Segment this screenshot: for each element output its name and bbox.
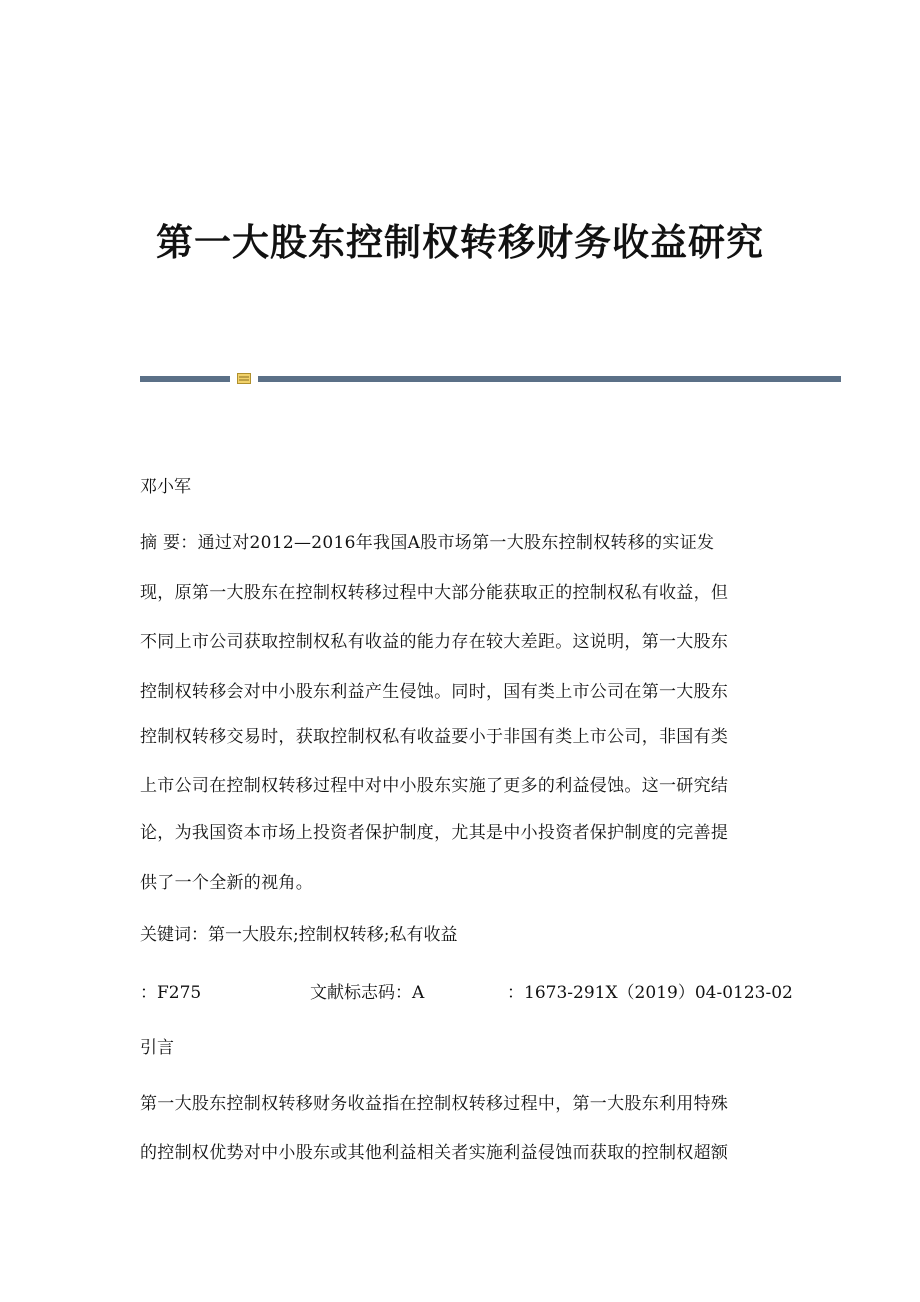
abstract-line: 控制权转移交易时，获取控制权私有收益要小于非国有类上市公司，非国有类 [140, 727, 729, 747]
keywords: 关键词：第一大股东;控制权转移;私有收益 [140, 925, 458, 945]
document-code: 文献标志码：A [310, 983, 425, 1003]
divider-right-bar [258, 376, 841, 382]
abstract-line: 控制权转移会对中小股东利益产生侵蚀。同时，国有类上市公司在第一大股东 [140, 682, 729, 702]
classification-number: ：F275 [140, 983, 202, 1003]
abstract-line: 不同上市公司获取控制权私有收益的能力存在较大差距。这说明，第一大股东 [140, 632, 729, 652]
abstract-line: 摘 要：通过对2012—2016年我国A股市场第一大股东控制权转移的实证发 [140, 533, 715, 553]
document-title: 第一大股东控制权转移财务收益研究 [156, 220, 764, 264]
divider-left-bar [140, 376, 230, 382]
intro-line: 的控制权优势对中小股东或其他利益相关者实施利益侵蚀而获取的控制权超额 [140, 1143, 729, 1163]
divider-emblem-icon [237, 373, 251, 384]
intro-line: 第一大股东控制权转移财务收益指在控制权转移过程中，第一大股东利用特殊 [140, 1094, 729, 1114]
abstract-line: 现，原第一大股东在控制权转移过程中大部分能获取正的控制权私有收益，但 [140, 583, 729, 603]
abstract-line: 供了一个全新的视角。 [140, 873, 313, 893]
author-name: 邓小军 [140, 477, 191, 497]
abstract-line: 论，为我国资本市场上投资者保护制度，尤其是中小投资者保护制度的完善提 [140, 823, 729, 843]
section-heading: 引言 [140, 1038, 174, 1058]
abstract-line: 上市公司在控制权转移过程中对中小股东实施了更多的利益侵蚀。这一研究结 [140, 776, 729, 796]
title-divider [140, 373, 841, 385]
article-number: ：1673-291X（2019）04-0123-02 [507, 983, 793, 1003]
